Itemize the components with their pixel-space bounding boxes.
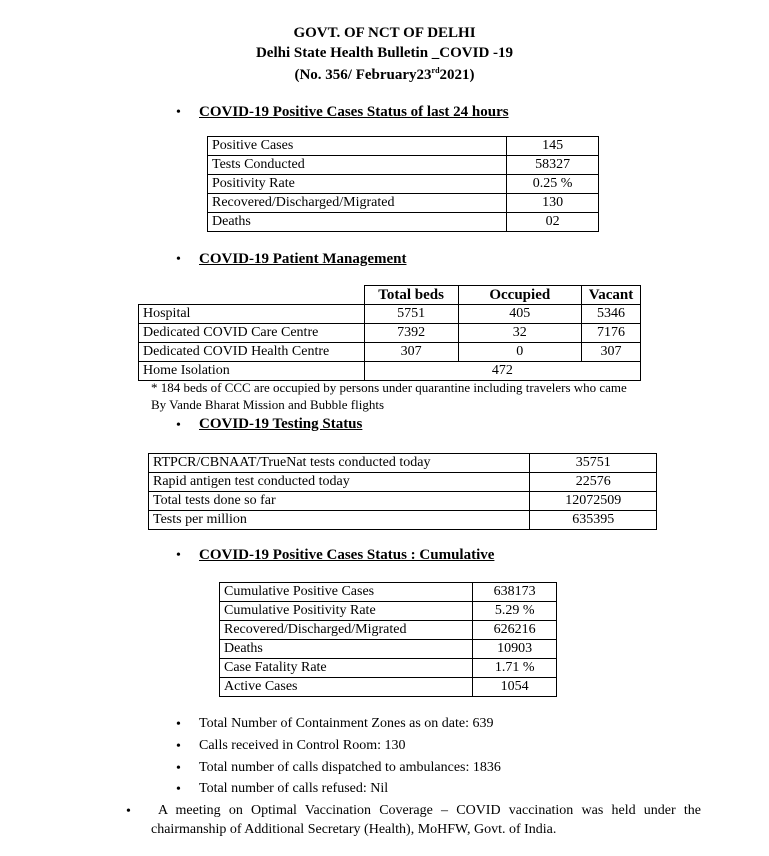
calls-refused-text: Total number of calls refused: Nil: [199, 781, 389, 796]
row-value: 0.25 %: [507, 175, 599, 194]
occupied-value: 405: [458, 305, 582, 324]
row-value: 12072509: [530, 492, 657, 511]
section-title-patient: COVID-19 Patient Management: [199, 251, 407, 267]
occupied-value: 32: [458, 324, 582, 343]
row-value: 130: [507, 194, 599, 213]
total-beds-value: 307: [364, 343, 458, 362]
table-testing-status: [148, 453, 657, 530]
row-label: Positive Cases: [208, 137, 507, 156]
table-patient-management: [138, 285, 641, 381]
table-row: [220, 640, 557, 659]
vacant-value: 7176: [582, 324, 641, 343]
row-label: Total tests done so far: [149, 492, 530, 511]
bullet-icon: •: [176, 782, 181, 797]
row-label: Active Cases: [220, 678, 473, 697]
home-isolation-value: 472: [364, 362, 640, 381]
row-label: Rapid antigen test conducted today: [149, 473, 530, 492]
row-label: Hospital: [139, 305, 365, 324]
bulletin-year-text: 2021): [439, 67, 475, 83]
header-occupied: Occupied: [458, 286, 582, 305]
table-row: [220, 602, 557, 621]
table-row: [139, 343, 641, 362]
bullet-icon: •: [176, 739, 181, 754]
row-label: Case Fatality Rate: [220, 659, 473, 678]
table-row: [149, 492, 657, 511]
row-label: Positivity Rate: [208, 175, 507, 194]
row-label: Deaths: [208, 213, 507, 232]
row-label: Home Isolation: [139, 362, 365, 381]
row-value: 1054: [473, 678, 557, 697]
total-beds-value: 7392: [364, 324, 458, 343]
date-ordinal-suffix: rd: [431, 66, 440, 75]
row-value: 5.29 %: [473, 602, 557, 621]
table-row: [149, 473, 657, 492]
row-label: Cumulative Positivity Rate: [220, 602, 473, 621]
header-total-beds: Total beds: [364, 286, 458, 305]
row-label: Tests per million: [149, 511, 530, 530]
ambulance-calls-text: Total number of calls dispatched to ambulances: 1836: [199, 760, 501, 775]
bulletin-govt-heading: GOVT. OF NCT OF DELHI: [293, 25, 476, 41]
bullet-icon: •: [176, 252, 181, 267]
table-row: [139, 362, 641, 381]
header-vacant: Vacant: [582, 286, 641, 305]
row-value: 145: [507, 137, 599, 156]
bulletin-title: Delhi State Health Bulletin _COVID -19: [255, 45, 514, 61]
row-value: 626216: [473, 621, 557, 640]
table-24h: [207, 136, 599, 232]
total-beds-value: 5751: [364, 305, 458, 324]
bullet-icon: •: [176, 548, 181, 563]
row-label: Recovered/Discharged/Migrated: [208, 194, 507, 213]
table-row: [149, 511, 657, 530]
row-value: 10903: [473, 640, 557, 659]
table-row: [208, 137, 599, 156]
ccc-note-line2: By Vande Bharat Mission and Bubble flights: [151, 397, 385, 412]
table-row: [220, 583, 557, 602]
bulletin-number-text: (No. 356/ February23: [294, 67, 432, 83]
bulletin-number-date: [0, 66, 769, 84]
bullet-icon: •: [176, 105, 181, 120]
table-row: [208, 213, 599, 232]
ccc-note-line1: * 184 beds of CCC are occupied by persons under quarantine including travelers who came: [151, 380, 627, 395]
table-row: [220, 659, 557, 678]
containment-zones-text: Total Number of Containment Zones as on date: 639: [199, 716, 494, 731]
row-value: 35751: [530, 454, 657, 473]
row-value: 22576: [530, 473, 657, 492]
row-label: Recovered/Discharged/Migrated: [220, 621, 473, 640]
vacant-value: 307: [582, 343, 641, 362]
row-label: Dedicated COVID Care Centre: [139, 324, 365, 343]
vacant-value: 5346: [582, 305, 641, 324]
table-row: [208, 175, 599, 194]
bullet-icon: •: [176, 418, 181, 433]
table-header-row: [139, 286, 641, 305]
row-label: RTPCR/CBNAAT/TrueNat tests conducted today: [149, 454, 530, 473]
meeting-text-line1: A meeting on Optimal Vaccination Coverage – COVID vaccination was held under the: [158, 803, 701, 818]
table-row: [139, 324, 641, 343]
table-row: [208, 156, 599, 175]
bullet-icon: •: [126, 804, 131, 819]
row-label: Cumulative Positive Cases: [220, 583, 473, 602]
row-label: Deaths: [220, 640, 473, 659]
row-value: 635395: [530, 511, 657, 530]
table-cumulative: [219, 582, 557, 697]
row-label: Dedicated COVID Health Centre: [139, 343, 365, 362]
occupied-value: 0: [458, 343, 582, 362]
table-row: [220, 621, 557, 640]
section-title-24h: COVID-19 Positive Cases Status of last 24 hours: [199, 104, 509, 120]
row-value: 58327: [507, 156, 599, 175]
row-value: 638173: [473, 583, 557, 602]
header-blank: [139, 286, 365, 305]
table-row: [220, 678, 557, 697]
section-title-testing: COVID-19 Testing Status: [199, 416, 363, 432]
row-value: 02: [507, 213, 599, 232]
row-label: Tests Conducted: [208, 156, 507, 175]
control-room-calls-text: Calls received in Control Room: 130: [199, 738, 406, 753]
row-value: 1.71 %: [473, 659, 557, 678]
table-row: [139, 305, 641, 324]
table-row: [149, 454, 657, 473]
bullet-icon: •: [176, 761, 181, 776]
section-title-cumulative: COVID-19 Positive Cases Status : Cumulative: [199, 547, 495, 563]
meeting-text-line2: chairmanship of Additional Secretary (Health), MoHFW, Govt. of India.: [151, 822, 557, 837]
table-row: [208, 194, 599, 213]
bullet-icon: •: [176, 717, 181, 732]
